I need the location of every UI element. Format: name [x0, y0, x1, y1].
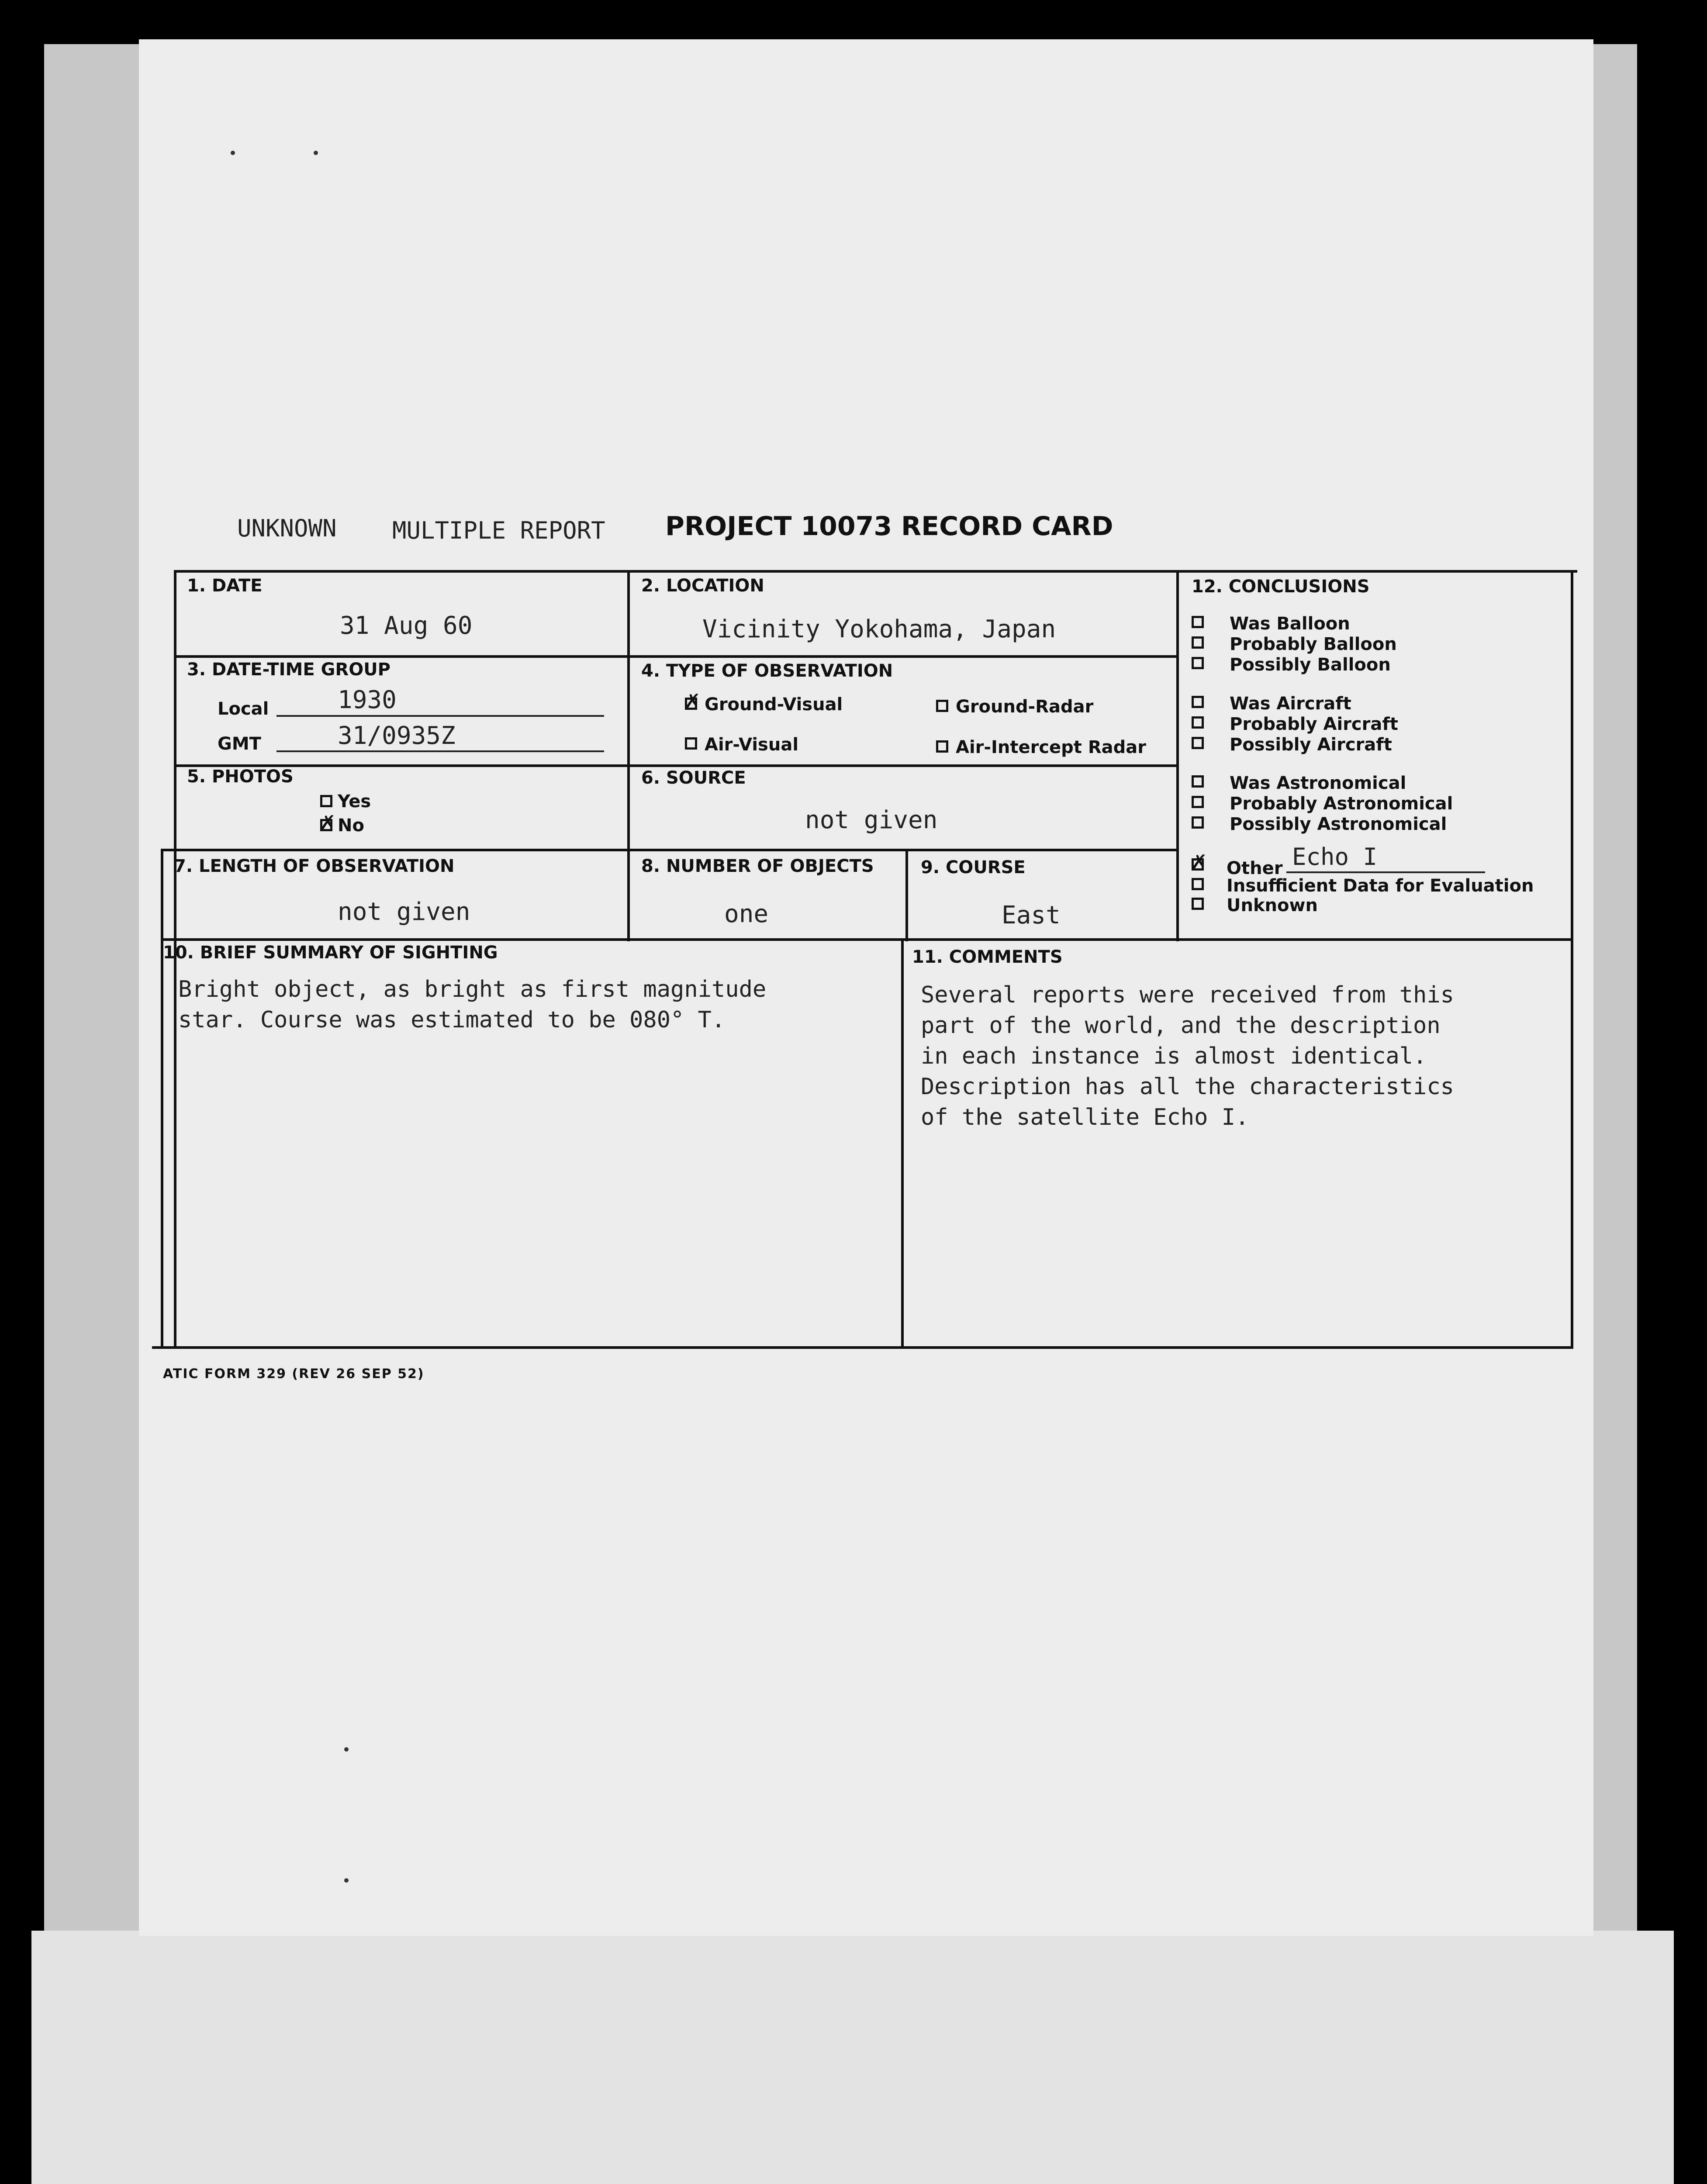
- divider: [174, 655, 1179, 658]
- divider: [901, 938, 904, 1349]
- status-note: UNKNOWN: [237, 515, 337, 542]
- air-visual-checkbox[interactable]: [685, 737, 697, 750]
- lower-paper: [31, 1931, 1674, 2184]
- conclusion-insufficient-data: Insufficient Data for Evaluation: [1227, 876, 1534, 896]
- conclusion-checkbox[interactable]: [1192, 616, 1204, 628]
- speck: [231, 151, 235, 155]
- speck: [344, 1747, 349, 1752]
- form-border-bottom: [152, 1346, 1573, 1349]
- conclusion-checkbox[interactable]: [1192, 898, 1204, 910]
- photos-no-option: No: [338, 816, 364, 836]
- comments-label: 11. COMMENTS: [912, 947, 1063, 967]
- conclusion-checkbox[interactable]: [1192, 816, 1204, 829]
- conclusion-possibly-balloon: Possibly Balloon: [1230, 655, 1391, 675]
- comments-line: in each instance is almost identical.: [921, 1043, 1427, 1069]
- other-underline: [1286, 871, 1485, 873]
- conclusion-was-aircraft: Was Aircraft: [1230, 694, 1351, 714]
- form-border-top: [174, 570, 1577, 573]
- photos-yes-checkbox[interactable]: [320, 795, 332, 807]
- conclusion-possibly-aircraft: Possibly Aircraft: [1230, 735, 1392, 755]
- conclusion-checkbox[interactable]: [1192, 775, 1204, 788]
- date-value: 31 Aug 60: [340, 612, 473, 640]
- conclusion-was-astronomical: Was Astronomical: [1230, 773, 1406, 793]
- conclusion-checkbox[interactable]: [1192, 737, 1204, 749]
- conclusion-other: Other: [1227, 858, 1283, 878]
- local-label: Local: [218, 699, 269, 719]
- summary-label: 10. BRIEF SUMMARY OF SIGHTING: [163, 943, 498, 963]
- comments-line: Several reports were received from this: [921, 982, 1454, 1008]
- observation-type-label: 4. TYPE OF OBSERVATION: [641, 661, 893, 681]
- report-type: MULTIPLE REPORT: [392, 517, 605, 544]
- source-value: not given: [805, 806, 938, 834]
- conclusion-was-balloon: Was Balloon: [1230, 614, 1350, 634]
- comments-line: of the satellite Echo I.: [921, 1104, 1249, 1130]
- conclusion-checkbox[interactable]: [1192, 716, 1204, 729]
- divider: [1176, 570, 1179, 941]
- divider: [627, 570, 630, 941]
- local-underline: [276, 715, 604, 717]
- objects-label: 8. NUMBER OF OBJECTS: [641, 856, 874, 876]
- comments-line: Description has all the characteristics: [921, 1074, 1454, 1100]
- summary-line: Bright object, as bright as first magnitude: [178, 976, 767, 1002]
- form-border-right: [1571, 570, 1573, 1349]
- divider: [161, 938, 1573, 941]
- conclusion-probably-aircraft: Probably Aircraft: [1230, 714, 1398, 734]
- length-label: 7. LENGTH OF OBSERVATION: [174, 856, 455, 876]
- conclusions-label: 12. CONCLUSIONS: [1192, 577, 1370, 597]
- divider: [905, 849, 908, 941]
- conclusion-checkbox[interactable]: [1192, 696, 1204, 708]
- date-label: 1. DATE: [187, 576, 263, 596]
- gmt-underline: [276, 750, 604, 752]
- air-intercept-radar-checkbox[interactable]: [936, 740, 948, 753]
- conclusion-other-checkbox[interactable]: [1192, 858, 1204, 871]
- conclusion-checkbox[interactable]: [1192, 878, 1204, 890]
- record-card-page: [139, 39, 1593, 1936]
- air-intercept-radar-option: Air-Intercept Radar: [956, 737, 1146, 757]
- summary-line: star. Course was estimated to be 080° T.: [178, 1007, 726, 1033]
- ground-visual-option: Ground-Visual: [705, 695, 843, 715]
- source-label: 6. SOURCE: [641, 768, 746, 788]
- conclusion-checkbox[interactable]: [1192, 796, 1204, 808]
- course-label: 9. COURSE: [921, 857, 1026, 878]
- conclusion-probably-balloon: Probably Balloon: [1230, 634, 1397, 654]
- divider: [174, 764, 1179, 767]
- course-value: East: [1002, 901, 1061, 930]
- location-label: 2. LOCATION: [641, 576, 764, 596]
- air-visual-option: Air-Visual: [705, 735, 799, 755]
- comments-line: part of the world, and the description: [921, 1013, 1441, 1039]
- ground-radar-checkbox[interactable]: [936, 700, 948, 712]
- gmt-label: GMT: [218, 734, 261, 754]
- form-number: ATIC FORM 329 (REV 26 SEP 52): [163, 1366, 425, 1382]
- conclusion-unknown: Unknown: [1227, 895, 1318, 916]
- conclusion-possibly-astronomical: Possibly Astronomical: [1230, 814, 1447, 834]
- divider: [161, 849, 1179, 851]
- objects-value: one: [724, 900, 769, 928]
- photos-yes-option: Yes: [338, 791, 371, 812]
- conclusion-other-value: Echo I: [1292, 843, 1378, 871]
- speck: [344, 1878, 349, 1883]
- speck: [314, 151, 318, 155]
- divider: [161, 849, 163, 1349]
- local-time-value: 1930: [338, 686, 397, 714]
- length-value: not given: [338, 898, 470, 926]
- conclusion-probably-astronomical: Probably Astronomical: [1230, 794, 1453, 814]
- dtg-label: 3. DATE-TIME GROUP: [187, 660, 390, 680]
- ground-radar-option: Ground-Radar: [956, 697, 1094, 717]
- location-value: Vicinity Yokohama, Japan: [702, 615, 1056, 643]
- card-title: PROJECT 10073 RECORD CARD: [665, 511, 1113, 542]
- conclusion-checkbox[interactable]: [1192, 657, 1204, 669]
- photos-no-checkbox[interactable]: [320, 819, 332, 831]
- conclusion-checkbox[interactable]: [1192, 636, 1204, 649]
- ground-visual-checkbox[interactable]: [685, 698, 697, 710]
- gmt-time-value: 31/0935Z: [338, 722, 456, 750]
- photos-label: 5. PHOTOS: [187, 767, 294, 787]
